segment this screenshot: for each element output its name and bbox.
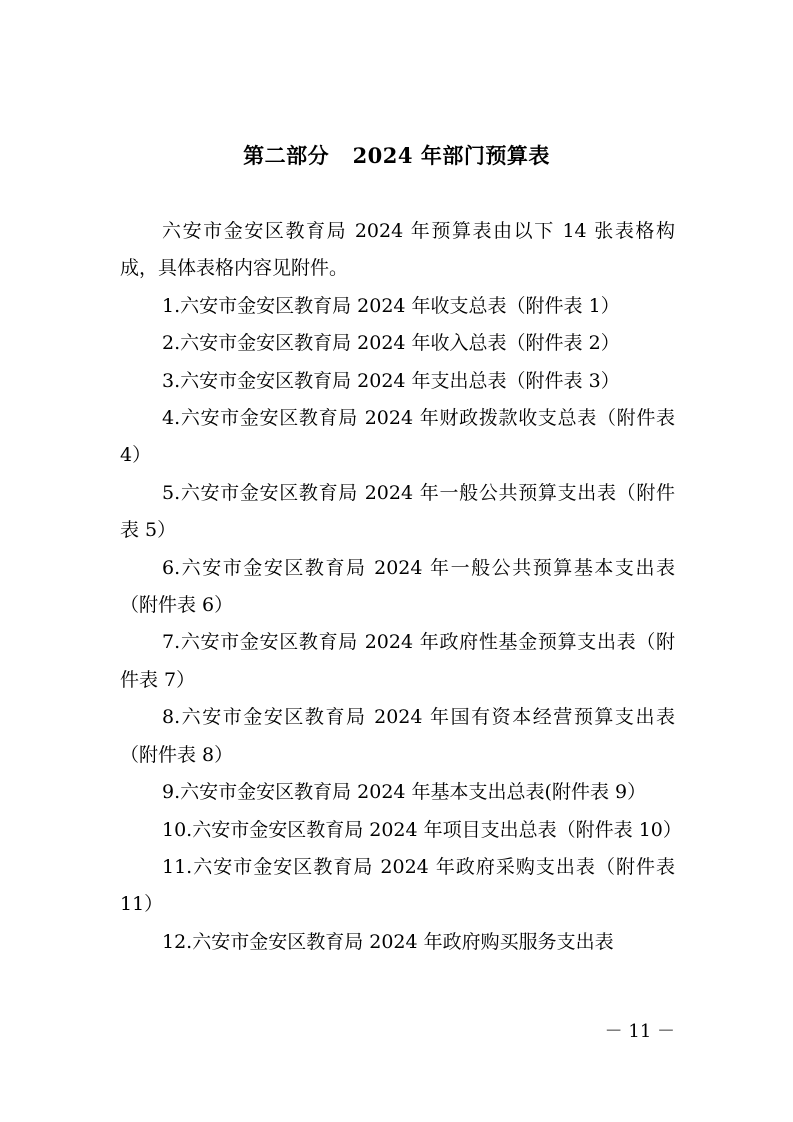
list-item: 11.六安市金安区教育局 2024 年政府采购支出表（附件表 11） [120, 855, 675, 916]
document-body [120, 213, 682, 961]
list-item: 3.六安市金安区教育局 2024 年支出总表（附件表 3） [162, 369, 620, 392]
page-number: － 11 － [604, 1021, 675, 1042]
list-item: 2.六安市金安区教育局 2024 年收入总表（附件表 2） [162, 332, 620, 355]
list-item: 1.六安市金安区教育局 2024 年收支总表（附件表 1） [162, 294, 620, 317]
list-item: 10.六安市金安区教育局 2024 年项目支出总表（附件表 10） [162, 818, 682, 841]
list-item: 12.六安市金安区教育局 2024 年政府购买服务支出表 [162, 930, 614, 953]
list-item: 7.六安市金安区教育局 2024 年政府性基金预算支出表（附件表 7） [120, 631, 675, 691]
list-item: 4.六安市金安区教育局 2024 年财政拨款收支总表（附件表 4） [120, 407, 675, 467]
list-item: 8.六安市金安区教育局 2024 年国有资本经营预算支出表（附件表 8） [120, 706, 675, 766]
page-title: 第二部分 2024 年部门预算表 [243, 143, 550, 168]
list-item: 9.六安市金安区教育局 2024 年基本支出总表(附件表 9） [162, 781, 647, 804]
intro-paragraph: 六安市金安区教育局 2024 年预算表由以下 14 张表格构成，具体表格内容见附件。 [120, 220, 675, 280]
list-item: 5.六安市金安区教育局 2024 年一般公共预算支出表（附件表 5） [120, 481, 675, 542]
list-item: 6.六安市金安区教育局 2024 年一般公共预算基本支出表（附件表 6） [120, 556, 675, 617]
